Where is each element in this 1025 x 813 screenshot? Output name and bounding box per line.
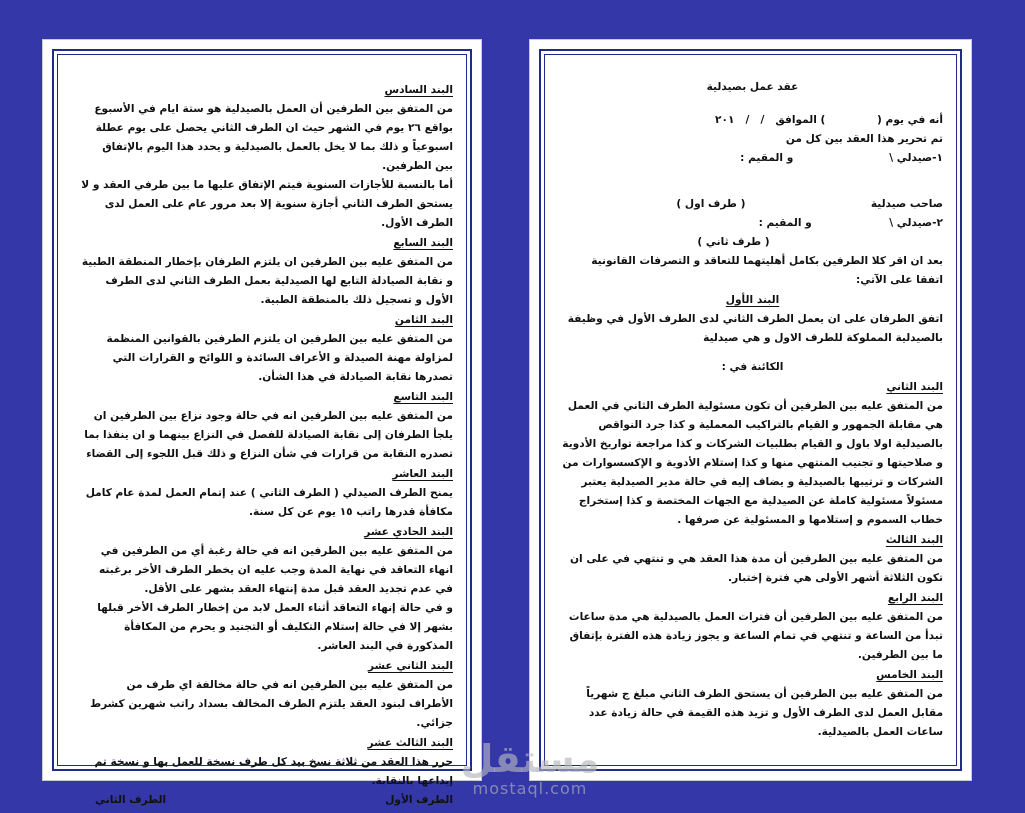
clause-text: من المتفق عليه بين الطرفين أن فترات العمل بالصيدلية هي مدة ساعات تبدأ من الساعة و تنتهي في تمام الساعة و يجوز زيادة هذه الفترة بإتفاق ما بين الطرفين. (568, 611, 943, 661)
document-title: عقد عمل بصيدلية (706, 81, 799, 93)
clause-8 (81, 310, 453, 387)
page-2-content (81, 80, 453, 810)
clause-text: اتفق الطرفان على ان يعمل الطرف الثاني لدى الطرف الأول في وظيفة بالصيدلية المملوكة للطرف الاول و هي صيدلية (567, 313, 943, 344)
clause-text: من المتفق عليه بين الطرفين أن يستحق الطرف الثاني مبلغ ج شهرياً مقابل العمل لدى الطرف الأول و تزيد هذه القيمة في حالة زيادة عدد ساعات العمل بالصيدلية. (586, 688, 943, 738)
clause-heading: البند العاشر (392, 468, 453, 480)
clause-9 (81, 387, 453, 464)
intro-line: ( طرف ثاني ) (697, 236, 943, 248)
contract-page-2 (43, 40, 481, 806)
clause-text: من المتفق عليه بين الطرفين انه في حالة وجود نزاع بين الطرفين ان يلجأ الطرفان إلى نقابة الصيادلة للفصل في النزاع بينهما و ان ينفذا بما تصدره النقابة من قرارات في شأن النزاع و ذلك قبل اللجوء إلى القضاء (84, 410, 453, 460)
signature-parties (81, 791, 453, 810)
clause-text: من المتفق عليه بين الطرفين انه في حالة رغبة أي من الطرفين في انهاء التعاقد في نهاية المدة وجب عليه ان يخطر الطرف الأخر برغبته في عدم تجديد العقد قبل مدة إنتهاء العقد بشهر على الأقل. (99, 545, 453, 595)
clause-text: أما بالنسبة للأجازات السنوية فيتم الإتفاق عليها ما بين طرفي العقد و لا يستحق الطرف الثاني أجازة سنوية إلا بعد مرور عام على العمل لدى الطرف الأول. (81, 179, 453, 229)
clause-text: من المتفق عليه بين الطرفين انه في حالة مخالفة اي طرف من الأطراف لبنود العقد يلتزم الطرف المخالف بسداد راتب شهرين كشرط جزائي. (90, 679, 453, 729)
clause-10 (81, 464, 453, 522)
clause-heading: البند الأول (725, 294, 780, 306)
intro-line: بعد ان اقر كلا الطرفين بكامل أهليتهما للتعاقد و التصرفات القانونية اتفقا على الآتي: (591, 255, 943, 286)
intro-line: تم تحرير هذا العقد بين كل من (785, 133, 943, 145)
page-1-content (562, 78, 943, 742)
intro-line: أنه في يوم ( ) الموافق / / ٢٠١ (715, 114, 943, 126)
clause-text: الكائنة في : (721, 361, 784, 373)
watermark-latin: mostaql.com (472, 779, 588, 798)
clause-7 (81, 233, 453, 310)
clause-11-continuation (81, 599, 453, 656)
clause-heading: البند الخامس (876, 669, 943, 681)
clause-6-continuation (81, 176, 453, 233)
clause-heading: البند الرابع (887, 592, 943, 604)
clause-heading: البند التاسع (393, 391, 453, 403)
clause-text: حرر هذا العقد من ثلاثة نسخ بيد كل طرف نسخة للعمل بها و نسخة تم إيداعها بالنقابة. (94, 756, 453, 787)
clause-text: من المتفق عليه بين الطرفين أن مدة هذا العقد هي و تنتهي في على ان تكون الثلاثة أشهر الأولى هي فترة إختبار. (569, 553, 943, 584)
clause-heading: البند الثالث (885, 534, 943, 546)
first-party-label: الطرف الأول (385, 794, 453, 806)
intro-line: ١-صيدلي \ و المقيم : (740, 152, 943, 164)
clause-text: يمنح الطرف الصيدلي ( الطرف الثاني ) عند إتمام العمل لمدة عام كامل مكافأة قدرها راتب ١٥ يوم عن كل سنة. (85, 487, 453, 518)
clause-text: و في حالة إنهاء التعاقد أثناء العمل لابد من إخطار الطرف الأخر قبلها بشهر إلا في حالة إستلام التكليف أو التجنيد و يحرم من المكافأة المذكورة في البند العاشر. (97, 602, 453, 652)
intro-line: صاحب صيدلية ( طرف اول ) (676, 198, 943, 210)
mostaql-watermark (435, 738, 625, 808)
clause-heading: البند الثاني (886, 381, 943, 393)
clause-11 (81, 522, 453, 599)
intro-line (562, 168, 943, 187)
clause-1-location (562, 358, 943, 377)
clause-1 (562, 290, 943, 348)
clause-heading: البند السادس (384, 84, 453, 96)
clause-text: من المتفق عليه بين الطرفين أن تكون مسئولية الطرف الثاني في العمل هي مقابلة الجمهور و القيام بالتراكيب المعملية و كذا جرد النواقص بالصيدلية اولا باول و القيام بطلبيات الشركات و كذا مراجعة تواريخ الأدوية و صلاحيتها و تجنيب المنتهي منها و كذا إستلام الأدوية و الإكسسوارات من الشركات و ترتيبها بالصيدلية و يضاف إليه في حالة مدير الصيدلية يعتبر مسئولاً مسئولية كاملة عن الصيدلية مع الجهات المختصة و كذا إستخراج خطاب السموم و إستلامها و المسئولية عن صرفها . (562, 400, 943, 526)
clause-text: من المتفق بين الطرفين أن العمل بالصيدلية هو ستة ايام في الأسبوع بواقع ٢٦ يوم في الشهر حيث ان الطرف الثاني يحصل على يوم عطلة اسبوعياً و ذلك بما لا يخل بالعمل بالصيدلية و يحدد هذا اليوم بالإتفاق بين الطرفين. (94, 103, 453, 172)
clause-text: من المتفق عليه بين الطرفين ان يلتزم الطرفان بإخطار المنطقة الطبية و نقابة الصيادلة التابع لها الصيدلية بعمل الطرف الثاني لدى الطرف الأول و تسجيل ذلك بالمنطقة الطبية. (81, 256, 453, 306)
intro-line: ٢-صيدلي \ و المقيم : (758, 217, 943, 229)
clause-2 (562, 377, 943, 530)
clause-5 (562, 665, 943, 742)
clause-3 (562, 530, 943, 588)
contract-page-1 (530, 40, 971, 780)
clause-13 (81, 733, 453, 791)
clause-text: من المتفق عليه بين الطرفين ان يلتزم الطرفين بالقوانين المنظمة لمزاولة مهنة الصيدلة و الأعراف السائدة و اللوائح و القرارات التي تصدرها نقابة الصيادلة في هذا الشأن. (106, 333, 453, 383)
clause-heading: البند الثالث عشر (367, 737, 453, 749)
clause-heading: البند الثامن (394, 314, 453, 326)
clause-heading: البند السابع (393, 237, 453, 249)
clause-heading: البند الثاني عشر (368, 660, 453, 672)
clause-4 (562, 588, 943, 665)
clause-6 (81, 80, 453, 176)
watermark-arabic: مستقل (460, 737, 600, 781)
clause-heading: البند الحادي عشر (364, 526, 453, 538)
second-party-label: الطرف الثاني (95, 794, 167, 806)
clause-12 (81, 656, 453, 733)
